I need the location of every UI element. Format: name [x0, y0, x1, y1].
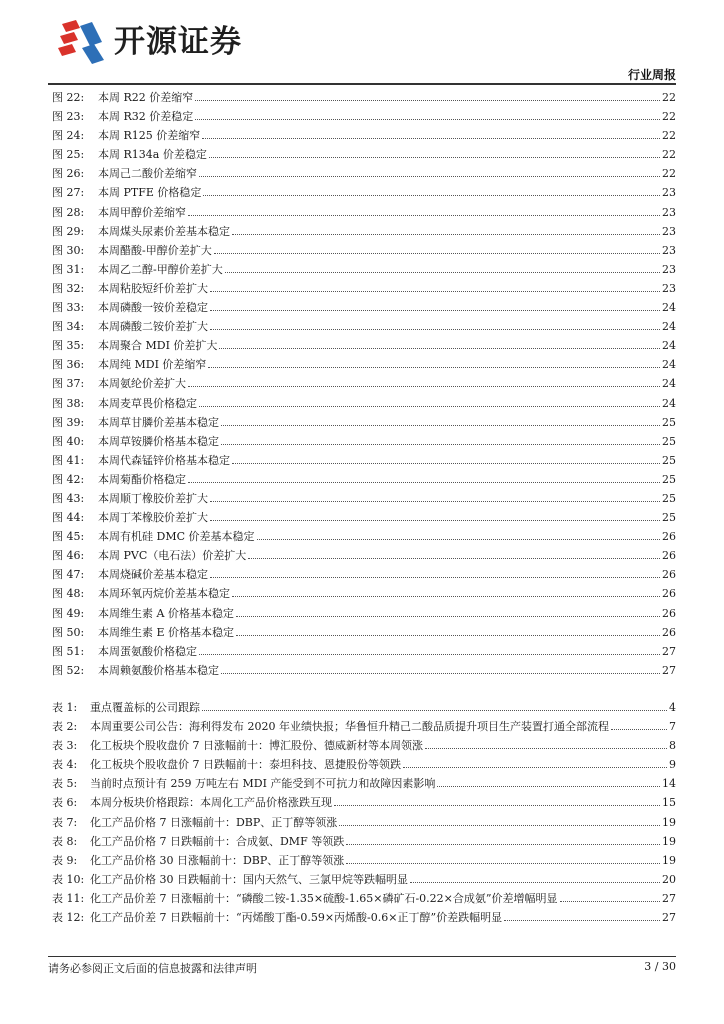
figure-title: 本周维生素 A 价格基本稳定: [98, 606, 234, 620]
figure-page: 26: [662, 587, 676, 601]
table-label: 表 1:: [52, 701, 78, 714]
table-title: 化工产品价格 7 日涨幅前十：DBP、正丁醇等领涨: [90, 815, 338, 829]
figure-label: 图 28:: [52, 205, 85, 219]
dot-leader: [221, 665, 660, 674]
figure-page: 23: [662, 281, 676, 295]
figure-label: 图 24:: [52, 129, 85, 143]
figure-title: 本周丁苯橡胶价差扩大: [98, 511, 208, 525]
figure-label: 图 22:: [52, 91, 85, 104]
figure-label: 图 50:: [52, 625, 85, 639]
table-entry[interactable]: [52, 793, 676, 812]
table-label: 表 11:: [52, 891, 85, 905]
figure-page: 22: [662, 91, 676, 104]
table-label: 表 4:: [52, 758, 78, 772]
figure-page: 27: [662, 644, 676, 658]
figure-page: 26: [662, 549, 676, 563]
figure-title: 本周甲醇价差缩窄: [98, 205, 186, 219]
figure-entry[interactable]: [52, 222, 676, 241]
figure-entry[interactable]: [52, 394, 676, 413]
dot-leader: [209, 149, 660, 158]
figure-entry[interactable]: [52, 374, 676, 393]
brand-name: 开源证券: [114, 23, 242, 60]
dot-leader: [232, 226, 660, 235]
table-label: 表 10:: [52, 872, 85, 886]
table-entry[interactable]: [52, 736, 676, 755]
figure-label: 图 38:: [52, 396, 85, 410]
dot-leader: [339, 817, 660, 826]
table-title: 重点覆盖标的公司跟踪: [90, 701, 200, 714]
figure-page: 23: [662, 243, 676, 257]
figure-title: 本周麦草畏价格稳定: [98, 396, 197, 410]
figure-label: 图 34:: [52, 320, 85, 334]
figure-entry[interactable]: [52, 298, 676, 317]
table-label: 表 2:: [52, 720, 78, 734]
table-entry[interactable]: [52, 755, 676, 774]
table-page: 4: [669, 701, 676, 714]
figure-title: 本周 PTFE 价格稳定: [98, 186, 202, 200]
figure-entry[interactable]: [52, 203, 676, 222]
brand-logo: [58, 20, 242, 64]
table-label: 表 6:: [52, 796, 78, 810]
figure-label: 图 45:: [52, 530, 85, 544]
table-page: 9: [669, 758, 676, 772]
dot-leader: [199, 646, 660, 655]
table-title: 化工产品价差 7 日涨幅前十：“磷酸二铵-1.35×硫酸-1.65×磷矿石-0.22×合成氨”价差增幅明显: [90, 891, 558, 905]
dot-leader: [210, 302, 660, 311]
figure-label: 图 44:: [52, 511, 85, 525]
figure-title: 本周草甘膦价差基本稳定: [98, 415, 219, 429]
figure-page: 25: [662, 434, 676, 448]
figure-entry[interactable]: [52, 336, 676, 355]
dot-leader: [403, 759, 667, 768]
dot-leader: [236, 627, 660, 636]
table-entry[interactable]: [52, 717, 676, 736]
table-entry[interactable]: [52, 832, 676, 851]
figure-entry[interactable]: [52, 527, 676, 546]
dot-leader: [210, 569, 660, 578]
figure-label: 图 29:: [52, 224, 85, 238]
table-entry[interactable]: [52, 813, 676, 832]
table-title: 化工产品价格 7 日跌幅前十：合成氨、DMF 等领跌: [90, 834, 345, 848]
dot-leader: [219, 340, 660, 349]
dot-leader: [210, 321, 660, 330]
figure-title: 本周烧碱价差基本稳定: [98, 568, 208, 582]
figure-page: 24: [662, 301, 676, 315]
dot-leader: [236, 608, 660, 617]
figure-entry[interactable]: [52, 565, 676, 584]
table-title: 化工产品价格 30 日跌幅前十：国内天然气、三氯甲烷等跌幅明显: [90, 872, 408, 886]
dot-leader: [188, 207, 660, 216]
dot-leader: [334, 797, 660, 806]
table-list: [52, 698, 676, 927]
page-header: [0, 0, 724, 90]
figure-title: 本周赖氨酸价格基本稳定: [98, 663, 219, 677]
figure-page: 23: [662, 205, 676, 219]
figure-label: 图 41:: [52, 453, 85, 467]
figure-page: 26: [662, 625, 676, 639]
figure-title: 本周草铵膦价格基本稳定: [98, 434, 219, 448]
figure-label: 图 36:: [52, 358, 85, 372]
figure-label: 图 33:: [52, 301, 85, 315]
footer-disclaimer: 请务必参阅正文后面的信息披露和法律声明: [48, 962, 257, 975]
dot-leader: [221, 436, 660, 445]
table-title: 化工板块个股收盘价 7 日涨幅前十：博汇股份、德威新材等本周领涨: [90, 739, 423, 753]
figure-page: 27: [662, 663, 676, 677]
table-entry[interactable]: [52, 698, 676, 717]
dot-leader: [248, 550, 660, 559]
dot-leader: [504, 912, 660, 921]
figure-label: 图 25:: [52, 148, 85, 162]
figure-entry[interactable]: [52, 164, 676, 183]
figure-title: 本周己二酸价差缩窄: [98, 167, 197, 181]
figure-label: 图 31:: [52, 262, 85, 276]
figure-entry[interactable]: [52, 355, 676, 374]
figure-page: 23: [662, 224, 676, 238]
dot-leader: [410, 874, 660, 883]
figure-title: 本周有机硅 DMC 价差基本稳定: [98, 530, 255, 544]
figure-label: 图 42:: [52, 472, 85, 486]
dot-leader: [437, 778, 660, 787]
table-title: 化工产品价差 7 日跌幅前十：“丙烯酸丁酯-0.59×丙烯酸-0.6×正丁醇”价差跌幅明显: [90, 911, 503, 925]
table-page: 20: [662, 872, 676, 886]
figure-title: 本周菊酯价格稳定: [98, 472, 186, 486]
figure-title: 本周 R22 价差缩窄: [98, 91, 194, 104]
figure-title: 本周粘胶短纤价差扩大: [98, 281, 208, 295]
figure-entry[interactable]: [52, 661, 676, 680]
figure-title: 本周氨纶价差扩大: [98, 377, 186, 391]
figure-title: 本周蛋氨酸价格稳定: [98, 644, 197, 658]
dot-leader: [232, 455, 660, 464]
figure-title: 本周 PVC（电石法）价差扩大: [98, 549, 247, 563]
figure-entry[interactable]: [52, 489, 676, 508]
dot-leader: [199, 168, 660, 177]
table-page: 7: [669, 720, 676, 734]
figure-entry[interactable]: [52, 546, 676, 565]
figure-page: 22: [662, 167, 676, 181]
figure-entry[interactable]: [52, 88, 676, 107]
figure-entry[interactable]: [52, 470, 676, 489]
figure-entry[interactable]: [52, 183, 676, 202]
figure-entry[interactable]: [52, 241, 676, 260]
table-title: 化工产品价格 30 日涨幅前十：DBP、正丁醇等领涨: [90, 853, 345, 867]
figure-title: 本周 R125 价差缩窄: [98, 129, 201, 143]
table-title: 化工板块个股收盘价 7 日跌幅前十：泰坦科技、恩捷股份等领跌: [90, 758, 401, 772]
table-page: 27: [662, 911, 676, 925]
figure-label: 图 27:: [52, 186, 85, 200]
figure-label: 图 48:: [52, 587, 85, 601]
figure-title: 本周磷酸二铵价差扩大: [98, 320, 208, 334]
figure-title: 本周纯 MDI 价差缩窄: [98, 358, 207, 372]
table-entry[interactable]: [52, 774, 676, 793]
figure-entry[interactable]: [52, 279, 676, 298]
table-label: 表 12:: [52, 911, 85, 925]
dot-leader: [195, 92, 660, 101]
figure-page: 22: [662, 129, 676, 143]
dot-leader: [210, 512, 660, 521]
figure-label: 图 49:: [52, 606, 85, 620]
figure-page: 23: [662, 262, 676, 276]
figure-title: 本周 R134a 价差稳定: [98, 148, 207, 162]
figure-label: 图 51:: [52, 644, 85, 658]
dot-leader: [611, 721, 667, 730]
figure-list: [52, 88, 676, 680]
dot-leader: [188, 378, 660, 387]
figure-label: 图 40:: [52, 434, 85, 448]
figure-entry[interactable]: [52, 604, 676, 623]
figure-page: 25: [662, 511, 676, 525]
figure-title: 本周代森锰锌价格基本稳定: [98, 453, 230, 467]
table-label: 表 3:: [52, 739, 78, 753]
table-page: 15: [662, 796, 676, 810]
dot-leader: [188, 474, 660, 483]
table-label: 表 8:: [52, 834, 78, 848]
header-rule: [48, 83, 676, 85]
table-page: 14: [662, 777, 676, 791]
table-title: 本周重要公司公告：海利得发布 2020 年业绩快报；华鲁恒升精己二酸品质提升项目生产装置打通全部流程: [90, 720, 609, 734]
figure-title: 本周 R32 价差稳定: [98, 110, 194, 124]
figure-title: 本周维生素 E 价格基本稳定: [98, 625, 235, 639]
dot-leader: [214, 245, 660, 254]
document-type: 行业周报: [627, 68, 676, 82]
table-label: 表 7:: [52, 815, 78, 829]
page-number: 3 / 30: [644, 960, 676, 973]
table-page: 19: [662, 815, 676, 829]
table-entry[interactable]: [52, 908, 676, 927]
figure-label: 图 37:: [52, 377, 85, 391]
figure-page: 25: [662, 453, 676, 467]
table-page: 19: [662, 853, 676, 867]
footer-rule: [48, 956, 676, 957]
figure-entry[interactable]: [52, 584, 676, 603]
figure-entry[interactable]: [52, 126, 676, 145]
table-label: 表 9:: [52, 853, 78, 867]
figure-label: 图 43:: [52, 491, 85, 505]
table-title: 本周分板块价格跟踪：本周化工产品价格涨跌互现: [90, 796, 332, 810]
table-entry[interactable]: [52, 889, 676, 908]
table-entry[interactable]: [52, 851, 676, 870]
figure-label: 图 46:: [52, 549, 85, 563]
figure-label: 图 47:: [52, 568, 85, 582]
figure-entry[interactable]: [52, 642, 676, 661]
figure-entry[interactable]: [52, 145, 676, 164]
kaiyuan-logo-icon: [58, 20, 106, 64]
figure-page: 24: [662, 396, 676, 410]
figure-page: 22: [662, 148, 676, 162]
figure-entry[interactable]: [52, 623, 676, 642]
figure-label: 图 30:: [52, 243, 85, 257]
figure-label: 图 52:: [52, 663, 85, 677]
figure-label: 图 32:: [52, 281, 85, 295]
figure-page: 25: [662, 415, 676, 429]
figure-title: 本周环氧丙烷价差基本稳定: [98, 587, 230, 601]
figure-label: 图 26:: [52, 167, 85, 181]
dot-leader: [346, 836, 660, 845]
figure-page: 26: [662, 530, 676, 544]
dot-leader: [195, 111, 660, 120]
dot-leader: [202, 702, 667, 711]
figure-title: 本周磷酸一铵价差稳定: [98, 301, 208, 315]
figure-entry[interactable]: [52, 508, 676, 527]
dot-leader: [221, 417, 660, 426]
dot-leader: [202, 130, 660, 139]
figure-page: 26: [662, 606, 676, 620]
dot-leader: [199, 398, 660, 407]
figure-label: 图 23:: [52, 110, 85, 124]
table-page: 19: [662, 834, 676, 848]
table-label: 表 5:: [52, 777, 78, 791]
table-page: 8: [669, 739, 676, 753]
figure-entry[interactable]: [52, 413, 676, 432]
figure-title: 本周顺丁橡胶价差扩大: [98, 491, 208, 505]
figure-entry[interactable]: [52, 317, 676, 336]
figure-page: 24: [662, 320, 676, 334]
dot-leader: [208, 359, 660, 368]
dot-leader: [203, 187, 660, 196]
figure-page: 24: [662, 339, 676, 353]
figure-page: 25: [662, 491, 676, 505]
dot-leader: [425, 740, 667, 749]
table-entry[interactable]: [52, 870, 676, 889]
figure-entry[interactable]: [52, 432, 676, 451]
figure-page: 22: [662, 110, 676, 124]
dot-leader: [560, 893, 660, 902]
table-title: 当前时点预计有 259 万吨左右 MDI 产能受到不可抗力和故障因素影响: [90, 777, 436, 791]
figure-page: 24: [662, 358, 676, 372]
figure-title: 本周煤头尿素价差基本稳定: [98, 224, 230, 238]
dot-leader: [210, 283, 660, 292]
figure-entry[interactable]: [52, 451, 676, 470]
table-page: 27: [662, 891, 676, 905]
dot-leader: [257, 531, 661, 540]
dot-leader: [232, 588, 660, 597]
figure-page: 25: [662, 472, 676, 486]
figure-title: 本周聚合 MDI 价差扩大: [98, 339, 218, 353]
figure-label: 图 39:: [52, 415, 85, 429]
dot-leader: [225, 264, 660, 273]
figure-entry[interactable]: [52, 260, 676, 279]
figure-title: 本周醋酸-甲醇价差扩大: [98, 243, 212, 257]
figure-label: 图 35:: [52, 339, 85, 353]
dot-leader: [346, 855, 660, 864]
figure-title: 本周乙二醇-甲醇价差扩大: [98, 262, 223, 276]
dot-leader: [210, 493, 660, 502]
figure-page: 23: [662, 186, 676, 200]
figure-entry[interactable]: [52, 107, 676, 126]
figure-page: 26: [662, 568, 676, 582]
figure-page: 24: [662, 377, 676, 391]
